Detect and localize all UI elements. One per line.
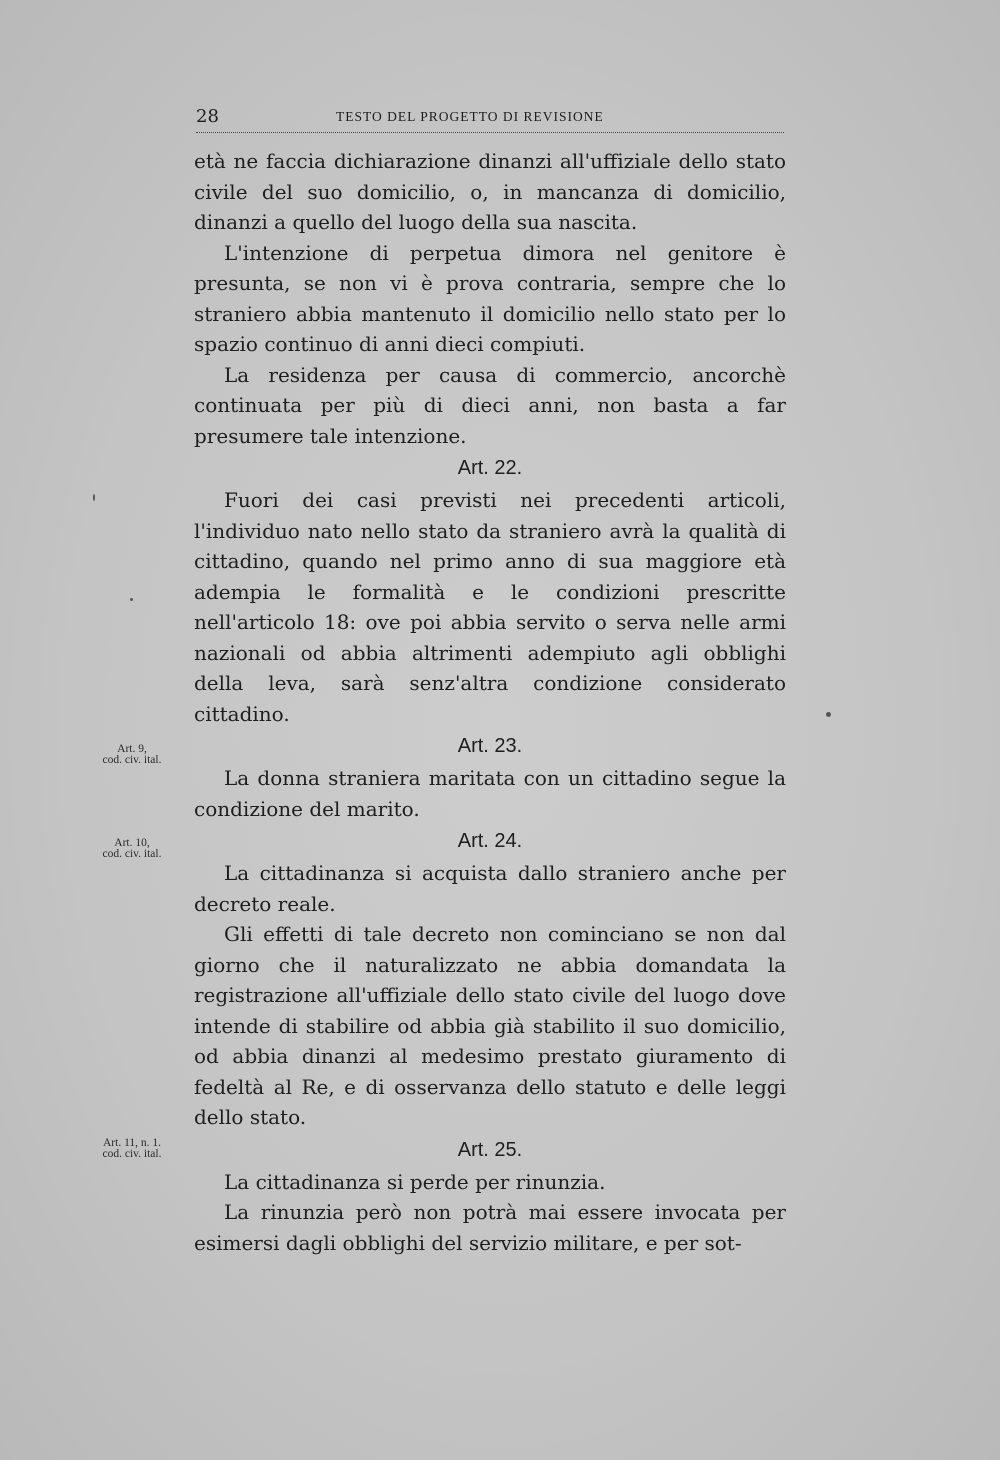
ink-speck xyxy=(93,494,95,501)
margin-note-art11 xyxy=(80,1138,184,1160)
article-heading-24: Art. 24. xyxy=(457,830,523,852)
margin-note-art9 xyxy=(80,744,184,766)
ink-speck xyxy=(130,598,133,601)
paragraph: La cittadinanza si acquista dallo straniero anche per decreto reale. xyxy=(194,861,786,916)
article-heading-23: Art. 23. xyxy=(457,735,523,757)
paragraph: La donna straniera maritata con un cittadino segue la condizione del marito. xyxy=(194,766,786,821)
page-header xyxy=(196,106,784,133)
paragraph: La rinunzia però non potrà mai essere invocata per esimersi dagli obblighi del servizio militare, e per sot- xyxy=(194,1200,786,1255)
paragraph: L'intenzione di perpetua dimora nel genitore è presunta, se non vi è prova contraria, sempre che lo straniero abbia mantenuto il domicilio nello stato per lo spazio continuo di anni dieci compiuti. xyxy=(194,240,786,356)
margin-note-line: Art. 10, xyxy=(114,837,150,849)
margin-note-art10 xyxy=(80,838,184,860)
article-heading-22: Art. 22. xyxy=(457,457,523,479)
paragraph: La cittadinanza si perde per rinunzia. xyxy=(224,1169,606,1194)
paragraph: Fuori dei casi previsti nei precedenti articoli, l'individuo nato nello stato da straniero avrà la qualità di cittadino, quando nel primo anno di sua maggiore età adempia le formalità e le condizioni prescritte nell'articolo 18: ove poi abbia servito o serva nelle armi nazionali od abbia altrimenti adempiuto agli obblighi della leva, sarà senz'altra condizione considerato cittadino. xyxy=(194,488,786,726)
margin-note-line: cod. civ. ital. xyxy=(102,1148,162,1160)
page-number: 28 xyxy=(196,106,219,127)
ink-speck xyxy=(826,712,831,717)
paragraph: Gli effetti di tale decreto non cominciano se non dal giorno che il naturalizzato ne abbia domandata la registrazione all'uffiziale dello stato civile del luogo dove intende di stabilire od abbia già stabilito il suo domicilio, od abbia dinanzi al medesimo prestato giuramento di fedeltà al Re, e di osservanza dello statuto e delle leggi dello stato. xyxy=(194,922,786,1129)
margin-note-line: cod. civ. ital. xyxy=(102,848,162,860)
main-text xyxy=(194,146,786,1258)
paragraph: La residenza per causa di commercio, ancorchè continuata per più di dieci anni, non basta a far presumere tale intenzione. xyxy=(194,362,786,448)
margin-note-line: cod. civ. ital. xyxy=(102,754,162,766)
running-title: TESTO DEL PROGETTO DI REVISIONE xyxy=(336,109,604,124)
margin-note-line: Art. 11, n. 1. xyxy=(102,1137,162,1149)
margin-note-line: Art. 9, xyxy=(117,743,147,755)
article-heading-25: Art. 25. xyxy=(457,1138,523,1161)
paragraph: età ne faccia dichiarazione dinanzi all'uffiziale dello stato civile del suo domicilio, o, in mancanza di domicilio, dinanzi a quello del luogo della sua nascita. xyxy=(194,149,786,234)
